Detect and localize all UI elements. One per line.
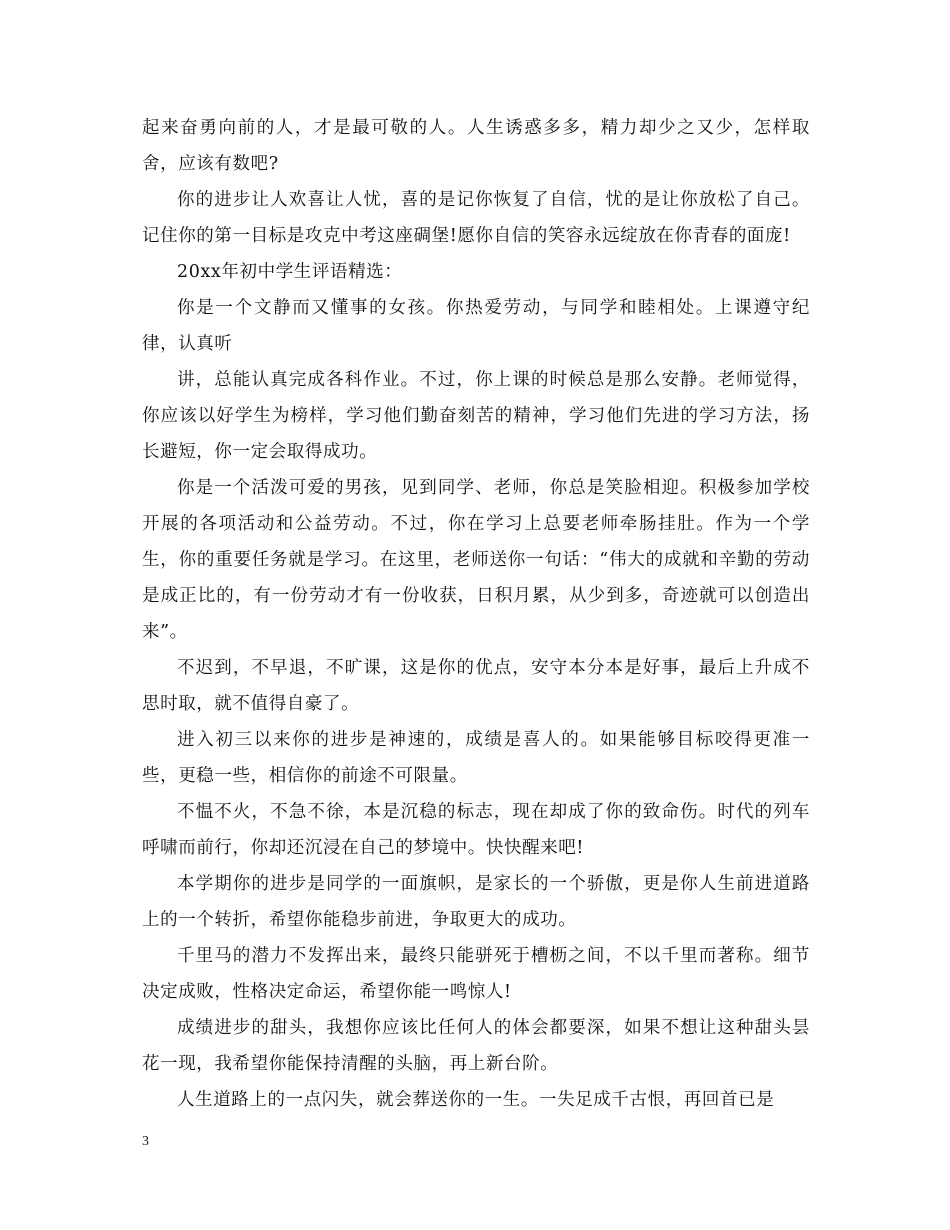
paragraph-1: 起来奋勇向前的人，才是最可敬的人。人生诱惑多多，精力却少之又少，怎样取舍，应该有数吧? [142,118,810,174]
paragraph-2: 你的进步让人欢喜让人忧，喜的是记你恢复了自信，忧的是让你放松了自己。记住你的第一目标是攻克中考这座碉堡!愿你自信的笑容永远绽放在你青春的面庞! [142,190,810,246]
paragraph-5: 讲，总能认真完成各科作业。不过，你上课的时候总是那么安静。老师觉得，你应该以好学生为榜样，学习他们勤奋刻苦的精神，学习他们先进的学习方法，扬长避短，你一定会取得成功。 [142,370,810,462]
paragraph-8: 进入初三以来你的进步是神速的，成绩是喜人的。如果能够目标咬得更准一些，更稳一些，相信你的前途不可限量。 [142,730,810,786]
paragraph-10: 本学期你的进步是同学的一面旗帜，是家长的一个骄傲，更是你人生前进道路上的一个转折，希望你能稳步前进，争取更大的成功。 [142,874,810,930]
paragraph-11: 千里马的潜力不发挥出来，最终只能骈死于槽枥之间，不以千里而著称。细节决定成败，性格决定命运，希望你能一鸣惊人! [142,946,810,1002]
paragraph-9: 不愠不火，不急不徐，本是沉稳的标志，现在却成了你的致命伤。时代的列车呼啸而前行，你却还沉浸在自己的梦境中。快快醒来吧! [142,802,810,858]
paragraph-6: 你是一个活泼可爱的男孩，见到同学、老师，你总是笑脸相迎。积极参加学校开展的各项活动和公益劳动。不过，你在学习上总要老师牵肠挂肚。作为一个学生，你的重要任务就是学习。在这里，老师送你一句话：“伟大的成就和辛勤的劳动是成正比的，有一份劳动才有一份收获，日积月累，从少到多，奇迹就可以创造出来”。 [142,478,810,642]
paragraph-7: 不迟到，不早退，不旷课，这是你的优点，安守本分本是好事，最后上升成不思时取，就不值得自豪了。 [142,658,810,714]
paragraph-3-heading: 20xx年初中学生评语精选： [177,262,403,282]
paragraph-4: 你是一个文静而又懂事的女孩。你热爱劳动，与同学和睦相处。上课遵守纪律，认真听 [142,298,810,354]
document-body [142,110,810,1118]
paragraph-13: 人生道路上的一点闪失，就会葬送你的一生。一失足成千古恨，再回首已是 [177,1090,775,1110]
paragraph-12: 成绩进步的甜头，我想你应该比任何人的体会都要深，如果不想让这种甜头昙花一现，我希望你能保持清醒的头脑，再上新台阶。 [142,1018,810,1074]
page-number: 3 [142,1134,149,1149]
